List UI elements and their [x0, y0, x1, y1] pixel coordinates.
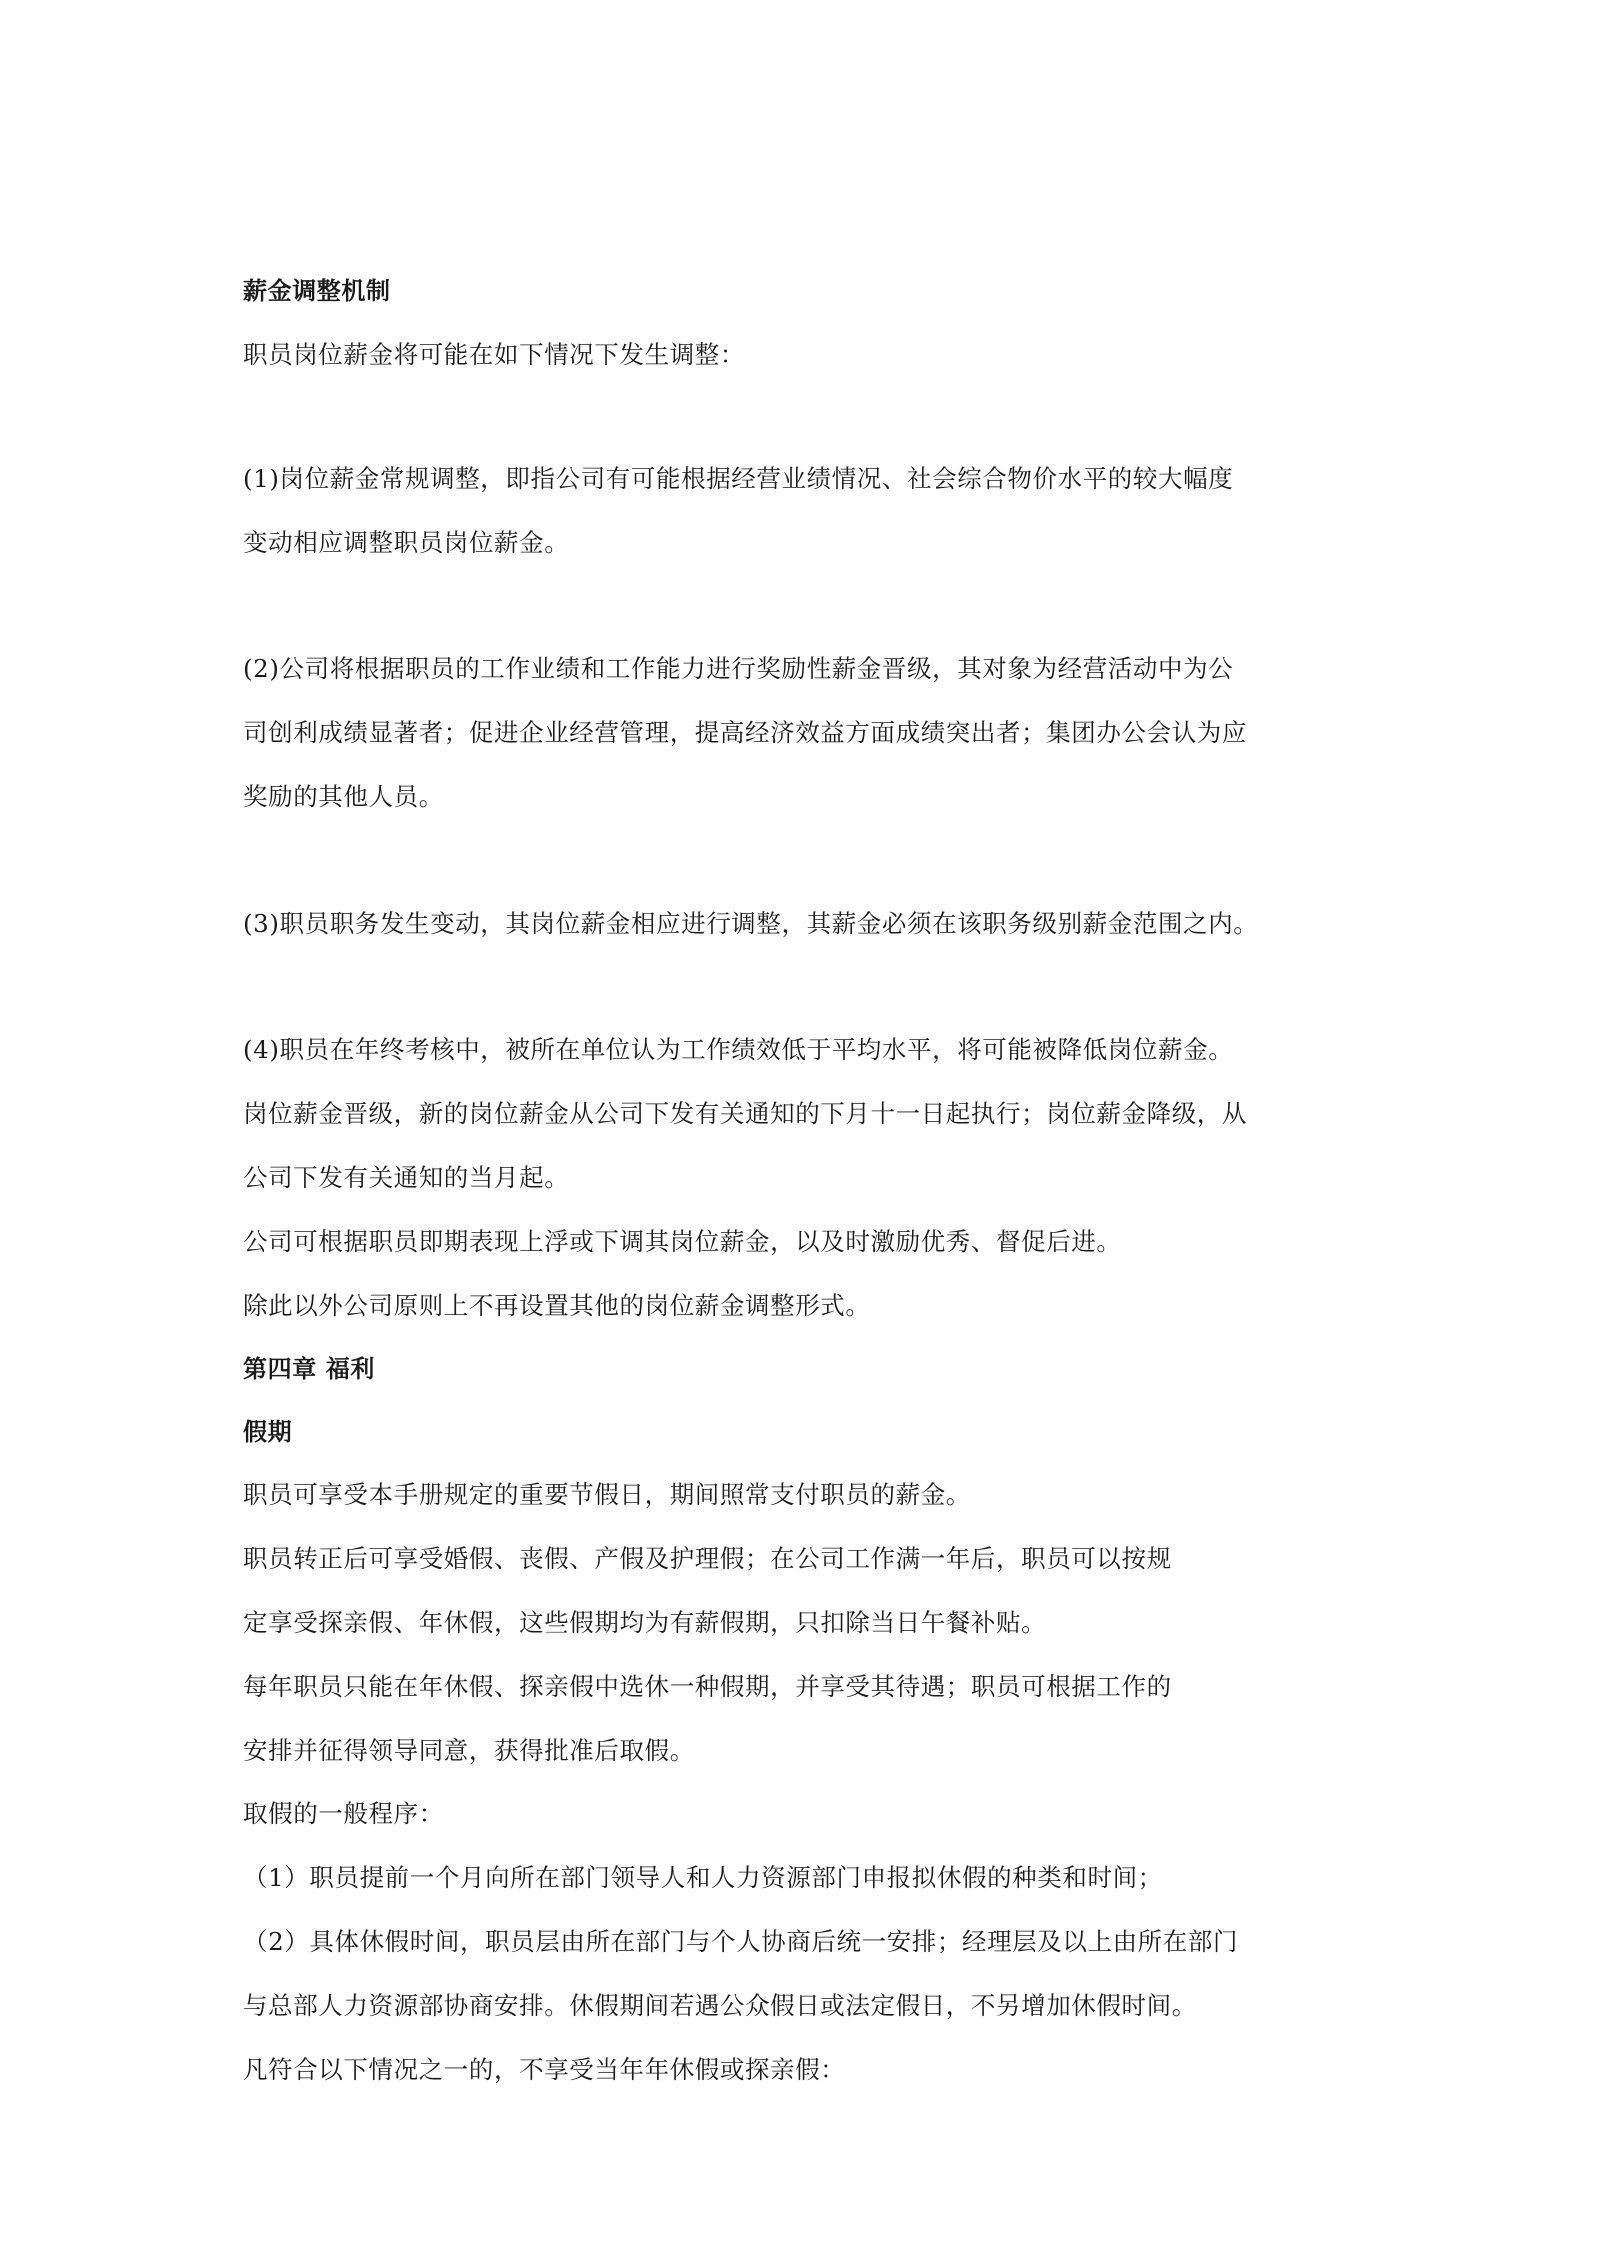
paragraph-leave-line-1: 职员可享受本手册规定的重要节假日，期间照常支付职员的薪金。	[243, 1480, 971, 1509]
list-item-1-line-1: (1)岗位薪金常规调整，即指公司有可能根据经营业绩情况、社会综合物价水平的较大幅度	[243, 464, 1234, 493]
procedure-item-2-line-2: 与总部人力资源部协商安排。休假期间若遇公众假日或法定假日，不另增加休假时间。	[243, 1991, 1197, 2020]
section-heading-salary-adjustment: 薪金调整机制	[243, 277, 391, 305]
paragraph-promotion-line-1: 岗位薪金晋级，新的岗位薪金从公司下发有关通知的下月十一日起执行；岗位薪金降级，从	[243, 1099, 1247, 1128]
paragraph-promotion-line-2: 公司下发有关通知的当月起。	[243, 1163, 570, 1192]
paragraph-procedure-heading: 取假的一般程序：	[243, 1799, 444, 1828]
list-item-4-line-1: (4)职员在年终考核中，被所在单位认为工作绩效低于平均水平，将可能被降低岗位薪金。	[243, 1035, 1234, 1064]
list-item-2-line-1: (2)公司将根据职员的工作业绩和工作能力进行奖励性薪金晋级，其对象为经营活动中为公	[243, 654, 1234, 683]
paragraph-exclusion: 凡符合以下情况之一的，不享受当年年休假或探亲假：	[243, 2055, 846, 2084]
list-item-1-line-2: 变动相应调整职员岗位薪金。	[243, 528, 570, 557]
list-item-2-line-3: 奖励的其他人员。	[243, 782, 444, 811]
procedure-item-1: （1）职员提前一个月向所在部门领导人和人力资源部门申报拟休假的种类和时间；	[243, 1863, 1163, 1892]
chapter-heading-benefits: 第四章 福利	[243, 1355, 375, 1383]
section-heading-leave: 假期	[243, 1418, 293, 1446]
paragraph-leave-line-3: 定享受探亲假、年休假，这些假期均为有薪假期，只扣除当日午餐补贴。	[243, 1608, 1047, 1637]
list-item-3-line-1: (3)职员职务发生变动，其岗位薪金相应进行调整，其薪金必须在该职务级别薪金范围之内。	[243, 909, 1259, 938]
paragraph-float-adjustment: 公司可根据职员即期表现上浮或下调其岗位薪金，以及时激励优秀、督促后进。	[243, 1227, 1122, 1256]
paragraph-salary-intro: 职员岗位薪金将可能在如下情况下发生调整：	[243, 340, 745, 369]
list-item-2-line-2: 司创利成绩显著者；促进企业经营管理，提高经济效益方面成绩突出者；集团办公会认为应	[243, 718, 1247, 747]
paragraph-leave-line-2: 职员转正后可享受婚假、丧假、产假及护理假；在公司工作满一年后，职员可以按规	[243, 1544, 1172, 1573]
paragraph-no-other-forms: 除此以外公司原则上不再设置其他的岗位薪金调整形式。	[243, 1291, 871, 1320]
paragraph-leave-line-5: 安排并征得领导同意，获得批准后取假。	[243, 1736, 695, 1765]
paragraph-leave-line-4: 每年职员只能在年休假、探亲假中选休一种假期，并享受其待遇；职员可根据工作的	[243, 1672, 1172, 1701]
procedure-item-2-line-1: （2）具体休假时间，职员层由所在部门与个人协商后统一安排；经理层及以上由所在部门	[243, 1927, 1239, 1956]
